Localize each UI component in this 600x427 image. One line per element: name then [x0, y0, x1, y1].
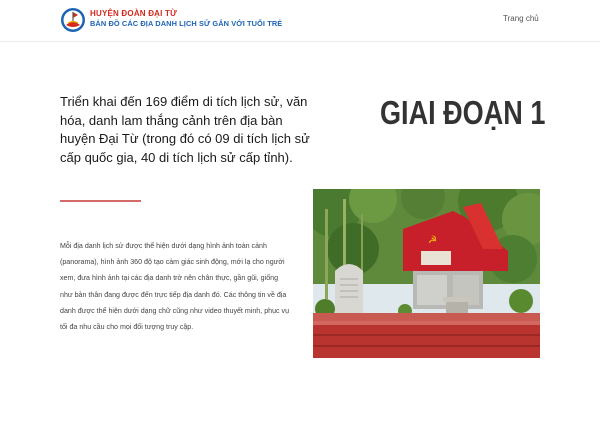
site-header	[0, 0, 600, 42]
phase-title: GIAI ĐOẠN 1	[380, 94, 546, 131]
intro-heading: Triển khai đến 169 điểm di tích lịch sử, văn hóa, danh lam thắng cảnh trên địa bàn huyện Đại Từ (trong đó có 09 di tích lịch sử cấp quốc gia, 40 di tích lịch sử cấp tỉnh).	[60, 94, 310, 165]
site-brand[interactable]	[90, 9, 282, 29]
svg-text:☭: ☭	[428, 235, 437, 246]
brand-subtitle: BẢN ĐỒ CÁC ĐỊA DANH LỊCH SỬ GẮN VỚI TUỔI TRẺ	[90, 19, 283, 28]
nav-home-link[interactable]: Trang chủ	[503, 14, 539, 23]
description-text: Mỗi địa danh lịch sử được thể hiện dưới dạng hình ảnh toàn cảnh (panorama), hình ảnh 360 độ tạo cảm giác sinh động, mới lạ cho người xem, đưa hình ảnh tại các địa danh trở nên chân thực, gần gũi, giống như bản thân đang được đến trực tiếp địa danh đó. Các thông tin về địa danh được thể hiện dưới dạng chữ cũng như video thuyết minh, phục vụ tối đa nhu cầu cho mọi đối tượng truy cập.	[60, 242, 290, 332]
youth-union-logo-icon[interactable]	[60, 7, 86, 33]
section-divider	[60, 200, 141, 202]
brand-organization: HUYỆN ĐOÀN ĐẠI TỪ	[90, 9, 177, 18]
monument-photo	[313, 189, 540, 358]
